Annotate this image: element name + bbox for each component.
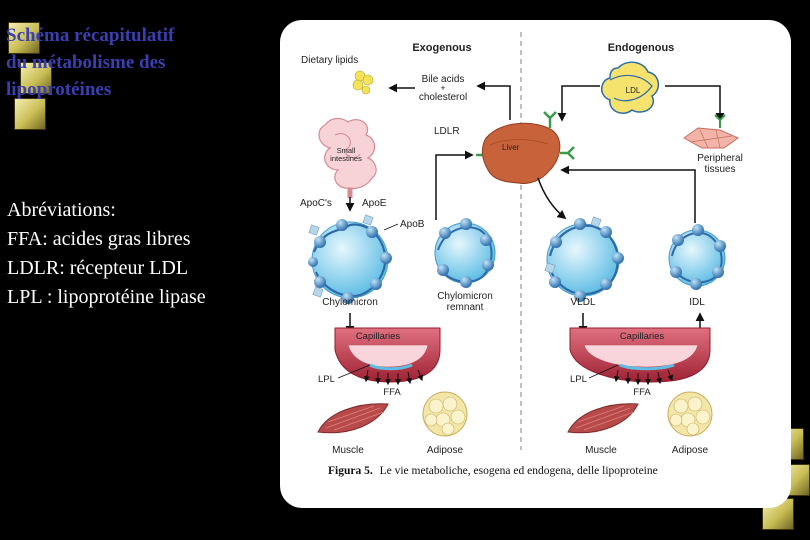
ffa-label-endogenous: FFA: [633, 387, 651, 398]
title-line: lipoprotéines: [6, 79, 112, 100]
abbreviation-item: LDLR: récepteur LDL: [7, 257, 189, 279]
lpl-label: LPL: [318, 374, 335, 385]
caption-text: Le vie metaboliche, esogena ed endogena, delle lipoproteine: [379, 465, 658, 477]
vldl-label: VLDL: [570, 297, 596, 308]
peripheral-tissues-label: Peripheral: [697, 153, 743, 164]
chylomicron-particle: [308, 215, 392, 304]
dietary-lipids-icon: [353, 71, 373, 94]
abbreviations-block: [7, 196, 206, 312]
capillaries-label: Capillaries: [355, 331, 401, 342]
liver-icon: [482, 123, 559, 183]
slide-title: [6, 22, 256, 103]
arrow-ldl-to-liver: [562, 86, 600, 120]
ldl-label: LDL: [625, 86, 641, 95]
title-line: du métabolisme des: [6, 52, 166, 73]
arrow-liver-to-bile: [478, 86, 510, 120]
arrow-idl-to-liver: [562, 170, 695, 223]
chylomicron-label: Chylomicron: [322, 297, 378, 308]
caption-number: Figura 5.: [328, 465, 373, 477]
lpl-label-endogenous: LPL: [570, 374, 587, 385]
header-endogenous: Endogenous: [607, 42, 675, 54]
bile-acids-plus: +: [440, 83, 446, 93]
adipose-label-endogenous: Adipose: [671, 445, 709, 456]
abbreviations-heading: Abréviations:: [7, 199, 116, 221]
dietary-lipids-label: Dietary lipids: [301, 55, 359, 66]
title-line: Schéma récapitulatif: [6, 25, 175, 46]
header-exogenous: Exogenous: [412, 42, 472, 54]
abbreviation-item: FFA: acides gras libres: [7, 228, 191, 250]
muscle-label: Muscle: [332, 445, 364, 456]
apoe-label: ApoE: [362, 198, 387, 209]
chylomicron-remnant-label-line2: remnant: [446, 302, 484, 313]
liver-label: Liver: [502, 143, 520, 152]
apob-label: ApoB: [400, 219, 425, 230]
muscle-label-endogenous: Muscle: [585, 445, 617, 456]
chylomicron-remnant-label: Chylomicron: [437, 291, 493, 302]
small-intestines-label-line2: intestines: [330, 154, 362, 163]
peripheral-tissues-icon: [684, 115, 738, 148]
chylomicron-remnant-particle: [435, 218, 495, 288]
capillaries-label-endogenous: Capillaries: [619, 331, 665, 342]
adipose-icon: [423, 392, 467, 436]
figure-caption: [328, 465, 658, 477]
ffa-label: FFA: [383, 387, 401, 398]
lipoprotein-metabolism-diagram: [280, 20, 791, 508]
cholesterol-label: cholesterol: [418, 92, 468, 103]
peripheral-tissues-label-line2: tissues: [704, 164, 736, 175]
arrow-ldl-to-tissues: [665, 86, 720, 120]
bile-acids-label: Bile acids: [421, 74, 465, 85]
idl-particle: [669, 224, 726, 290]
adipose-label: Adipose: [426, 445, 464, 456]
muscle-icon: [318, 404, 388, 433]
idl-label: IDL: [689, 297, 705, 308]
arrow-liver-to-vldl: [538, 178, 565, 218]
apocs-label: ApoC's: [300, 198, 332, 209]
small-intestines-label: Small: [336, 146, 356, 155]
adipose-icon-endogenous: [668, 392, 712, 436]
muscle-icon-endogenous: [568, 404, 638, 433]
abbreviation-item: LPL : lipoprotéine lipase: [7, 286, 206, 308]
figure-panel: [280, 20, 791, 508]
apob-pointer: [384, 224, 398, 230]
vldl-particle: [545, 217, 624, 302]
arrow-remnant-to-ldlr: [436, 155, 472, 220]
ldlr-label: LDLR: [434, 126, 460, 137]
